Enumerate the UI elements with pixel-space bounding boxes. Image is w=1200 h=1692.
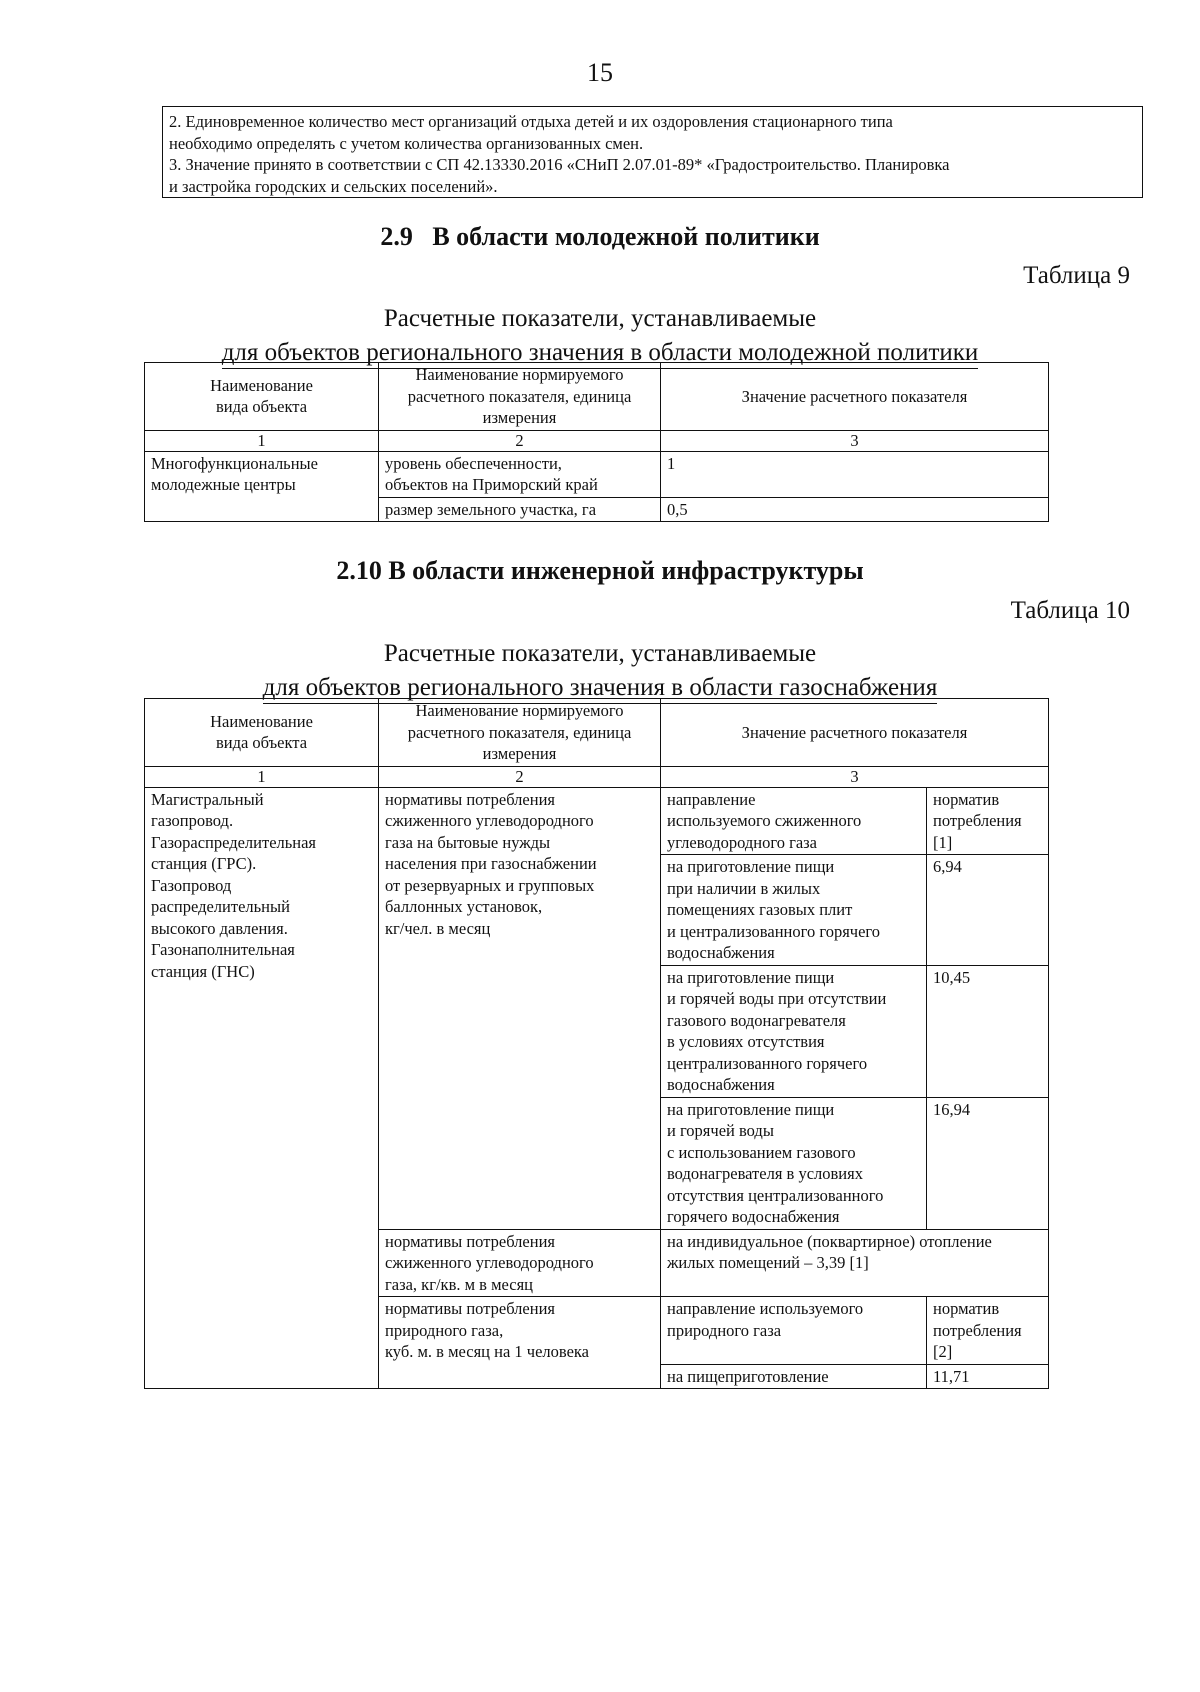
column-number: 1	[145, 430, 379, 451]
page-number: 15	[587, 58, 613, 87]
direction-cell: на пищеприготовление	[661, 1364, 927, 1389]
object-name: Магистральный газопровод. Газораспределительная станция (ГРС). Газопровод распределительный высокого давления. Газонаполнительная станция (ГНС)	[145, 787, 379, 1389]
column-number: 3	[661, 766, 1049, 787]
direction-header-cell: направление используемого природного газа	[661, 1297, 927, 1365]
norm-cell: 10,45	[927, 965, 1049, 1097]
column-number: 1	[145, 766, 379, 787]
column-numbers-row	[145, 430, 1049, 451]
norm-header-cell: норматив потребления [1]	[927, 787, 1049, 855]
value-cell: 0,5	[661, 497, 1049, 522]
table-10	[144, 698, 1049, 1389]
table-9-caption-line1: Расчетные показатели, устанавливаемые	[383, 305, 817, 332]
direction-cell: на приготовление пищи и горячей воды при отсутствии газового водонагревателя в условиях отсутствия централизованного горячего водоснабжения	[661, 965, 927, 1097]
direction-header-cell: направление используемого сжиженного углеводородного газа	[661, 787, 927, 855]
indicator-cell: размер земельного участка, га	[379, 497, 661, 522]
column-number: 2	[379, 430, 661, 451]
value-cell: на индивидуальное (поквартирное) отопление жилых помещений – 3,39 [1]	[661, 1229, 1049, 1297]
header-object-type: Наименование вида объекта	[145, 363, 379, 431]
table-header-row	[145, 363, 1049, 431]
section-9-heading: 2.9 В области молодежной политики	[380, 222, 820, 251]
note-line: необходимо определять с учетом количества организованных смен.	[169, 133, 644, 153]
table-9-label: Таблица 9	[1023, 262, 1130, 289]
table-row	[145, 787, 1049, 855]
object-name: Многофункциональные молодежные центры	[145, 451, 379, 522]
header-indicator: Наименование нормируемого расчетного показателя, единица измерения	[379, 363, 661, 431]
table-10-caption-line2: для объектов регионального значения в области газоснабжения	[262, 674, 938, 701]
value-cell: 1	[661, 451, 1049, 497]
indicator-cell: нормативы потребления сжиженного углеводородного газа на бытовые нужды населения при газоснабжении от резервуарных и групповых баллонных установок, кг/чел. в месяц	[379, 787, 661, 1229]
note-line: и застройка городских и сельских поселений».	[169, 176, 498, 196]
table-10-caption-line1: Расчетные показатели, устанавливаемые	[383, 640, 817, 667]
section-10-heading: 2.10 В области инженерной инфраструктуры	[336, 556, 864, 585]
column-number: 3	[661, 430, 1049, 451]
note-line: 3. Значение принято в соответствии с СП 42.13330.2016 «СНиП 2.07.01-89* «Градостроительство. Планировка	[169, 155, 950, 174]
norm-cell: 11,71	[927, 1364, 1049, 1389]
norm-cell: 6,94	[927, 855, 1049, 966]
indicator-cell: уровень обеспеченности, объектов на Приморский край	[379, 451, 661, 497]
norm-cell: 16,94	[927, 1097, 1049, 1229]
direction-cell: на приготовление пищи при наличии в жилых помещениях газовых плит и централизованного горячего водоснабжения	[661, 855, 927, 966]
table-header-row	[145, 699, 1049, 767]
table-9-caption-line2: для объектов регионального значения в области молодежной политики	[221, 339, 979, 366]
note-line: 2. Единовременное количество мест организаций отдыха детей и их оздоровления стационарного типа	[169, 112, 893, 131]
column-numbers-row	[145, 766, 1049, 787]
table-9	[144, 362, 1049, 522]
header-value: Значение расчетного показателя	[661, 363, 1049, 431]
indicator-cell: нормативы потребления сжиженного углеводородного газа, кг/кв. м в месяц	[379, 1229, 661, 1297]
header-value: Значение расчетного показателя	[661, 699, 1049, 767]
norm-header-cell: норматив потребления [2]	[927, 1297, 1049, 1365]
table-row	[145, 451, 1049, 497]
header-object-type: Наименование вида объекта	[145, 699, 379, 767]
table-9-caption	[0, 302, 1200, 370]
notes-box	[162, 106, 1143, 198]
column-number: 2	[379, 766, 661, 787]
header-indicator: Наименование нормируемого расчетного показателя, единица измерения	[379, 699, 661, 767]
table-10-label: Таблица 10	[1010, 597, 1130, 624]
indicator-cell: нормативы потребления природного газа, куб. м. в месяц на 1 человека	[379, 1297, 661, 1389]
direction-cell: на приготовление пищи и горячей воды с использованием газового водонагревателя в условиях отсутствия централизованного горячего водоснабжения	[661, 1097, 927, 1229]
table-10-caption	[0, 637, 1200, 705]
